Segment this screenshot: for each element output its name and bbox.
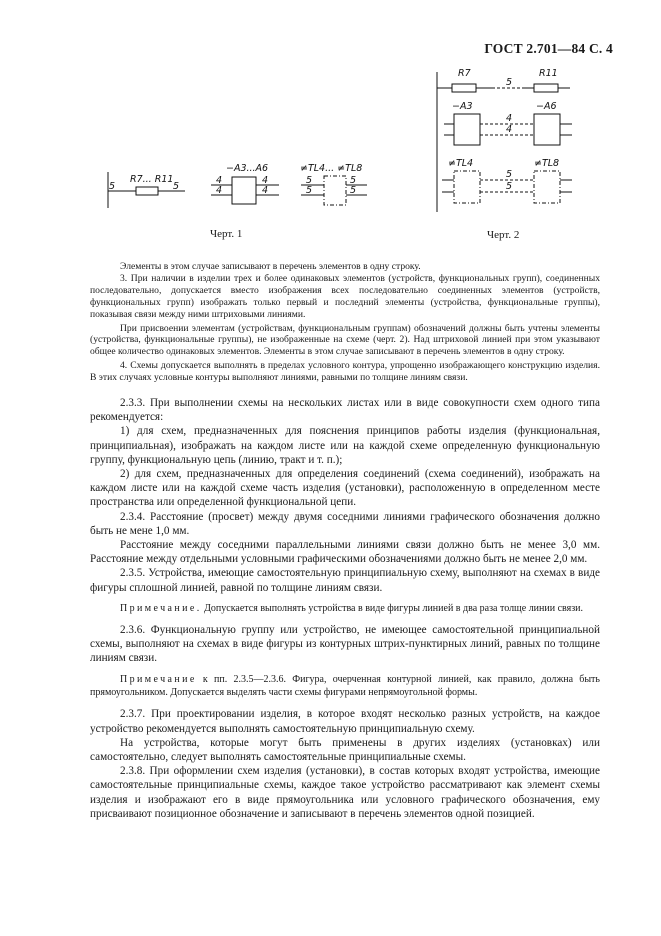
svg-text:R11: R11 <box>539 68 558 79</box>
svg-text:4: 4 <box>216 175 223 186</box>
svg-text:5: 5 <box>306 175 313 186</box>
svg-text:5: 5 <box>350 175 357 186</box>
note-paragraph: При присвоении элементам (устройствам, функциональным группам) обозначений должны быть учтены элементы (устройства, функциональные группы), не изображенные на схеме (черт. 2). Над штриховой линией при этом указывают общее количество одинаковых элементов. Элементы в этом случае записывают в перечень элементов в одну строку. <box>90 322 600 358</box>
fig1-dashed-group <box>300 163 367 205</box>
section-2-3-3-item-2: 2) для схем, предназначенных для определения соединений (схема соединений), изображать на каждом листе или на каждой схеме часть изделия (установки), расположенную в определенном месте пространства или определенной функциональной цепи. <box>90 468 600 509</box>
section-2-3-6: 2.3.6. Функциональную группу или устройство, не имеющее самостоятельной принципиальной схемы, выполняют на схемах в виде фигуры из контурных штрих-пунктирных линий, равных по толщине линиям связи. <box>90 623 600 665</box>
svg-text:4: 4 <box>506 113 513 124</box>
figure-2-caption: Черт. 2 <box>487 229 520 241</box>
section-2-3-4-b: Расстояние между соседними параллельными линиями связи должно быть не менее 3,0 мм. Расстояние между отдельными условными графическими обозначениями должно быть не менее 2,0 мм. <box>90 539 600 566</box>
note-1-head: Примечание. <box>120 602 202 614</box>
fig2-device-row <box>444 101 572 145</box>
section-2-3-4: 2.3.4. Расстояние (просвет) между двумя соседними линиями графического обозначения должно быть не мене 1,0 мм. <box>90 510 600 537</box>
notes-block <box>90 261 600 384</box>
figure-2 <box>430 62 600 222</box>
svg-text:−A3...A6: −A3...A6 <box>226 163 269 174</box>
svg-text:5: 5 <box>109 181 116 192</box>
svg-text:≠TL4... ≠TL8: ≠TL4... ≠TL8 <box>300 163 363 174</box>
svg-text:4: 4 <box>216 185 223 196</box>
section-2-3-5: 2.3.5. Устройства, имеющие самостоятельную принципиальную схему, выполняют на схемах в виде фигуры сплошной линией, равной по толщине линиям связи. <box>90 567 600 594</box>
note-1-text: Допускается выполнять устройства в виде фигуры линией в два раза толще линии связи. <box>201 602 584 614</box>
fig1-resistor-group <box>108 172 185 208</box>
section-2-3-3: 2.3.3. При выполнении схемы на нескольких листах или в виде совокупности схем одного типа рекомендуется: <box>90 397 600 424</box>
svg-text:4: 4 <box>262 185 269 196</box>
svg-text:R7... R11: R7... R11 <box>130 174 174 185</box>
section-2-3-7: 2.3.7. При проектировании изделия, в которое входят несколько разных устройств, на каждое устройство рекомендуется выполнять самостоятельную принципиальную схему. <box>90 708 600 735</box>
fig1-device-group <box>211 163 279 204</box>
svg-text:−A3: −A3 <box>452 101 473 112</box>
svg-text:5: 5 <box>506 169 513 180</box>
svg-text:4: 4 <box>506 124 513 135</box>
svg-text:5: 5 <box>506 77 513 88</box>
svg-text:≠TL4: ≠TL4 <box>448 158 474 169</box>
note-2-text: к пп. 2.3.5—2.3.6. Фигура, очерченная контурной линией, как правило, должна быть прямоугольником. Допускается выделять части схемы фигурами непрямоугольной формы. <box>90 674 600 699</box>
svg-text:≠TL8: ≠TL8 <box>534 158 560 169</box>
note-1 <box>90 603 600 615</box>
svg-text:4: 4 <box>262 175 269 186</box>
svg-text:5: 5 <box>506 181 513 192</box>
note-item-3: 3. При наличии в изделии трех и более одинаковых элементов (устройств, функциональных групп), соединенных последовательно, допускается вместо изображения всех последовательно соединенных элементов (устройств, функциональных групп) изображать только первый и последний элементы (устройства, функциональные группы), показывая связи между ними штриховыми линиями. <box>90 272 600 320</box>
note-item-4: 4. Схемы допускается выполнять в пределах условного контура, упрощенно изображающего конструкцию изделия. В этих случаях условные контуры выполняют линиями, равными по толщине линиям связи. <box>90 360 600 384</box>
section-2-3-7-b: На устройства, которые могут быть применены в других изделиях (установках) или самостоятельно, следует выполнять самостоятельные принципиальные схемы. <box>90 736 600 763</box>
section-2-3-8: 2.3.8. При оформлении схем изделия (установки), в состав которых входят устройства, имеющие самостоятельные принципиальные схемы, каждое такое устройство рассматривают как элемент схемы изделия и изображают его в виде прямоугольника или условного графического обозначения, ему присваивают позиционное обозначение и записывают в перечень элементов одной позицией. <box>90 765 600 820</box>
fig2-dashed-row <box>442 158 572 203</box>
svg-text:−A6: −A6 <box>536 101 557 112</box>
section-2-3-3-item-1: 1) для схем, предназначенных для пояснения принципов работы изделия (функциональная, принципиальная), изображать на каждом листе или на каждой схеме определенную функциональную группу, функциональную цепь (линию, тракт и т. п.); <box>90 425 600 466</box>
svg-text:5: 5 <box>306 185 313 196</box>
note-2 <box>90 673 600 699</box>
main-text <box>90 396 600 821</box>
page-header: ГОСТ 2.701—84 С. 4 <box>484 41 613 56</box>
figure-1 <box>95 150 395 220</box>
svg-text:5: 5 <box>173 181 180 192</box>
fig2-resistor-row <box>437 68 570 92</box>
note-2-head: Примечание <box>120 674 197 686</box>
svg-text:5: 5 <box>350 185 357 196</box>
svg-text:R7: R7 <box>458 68 471 79</box>
figure-1-caption: Черт. 1 <box>210 228 243 240</box>
note-line-0: Элементы в этом случае записывают в перечень элементов в одну строку. <box>120 261 421 272</box>
